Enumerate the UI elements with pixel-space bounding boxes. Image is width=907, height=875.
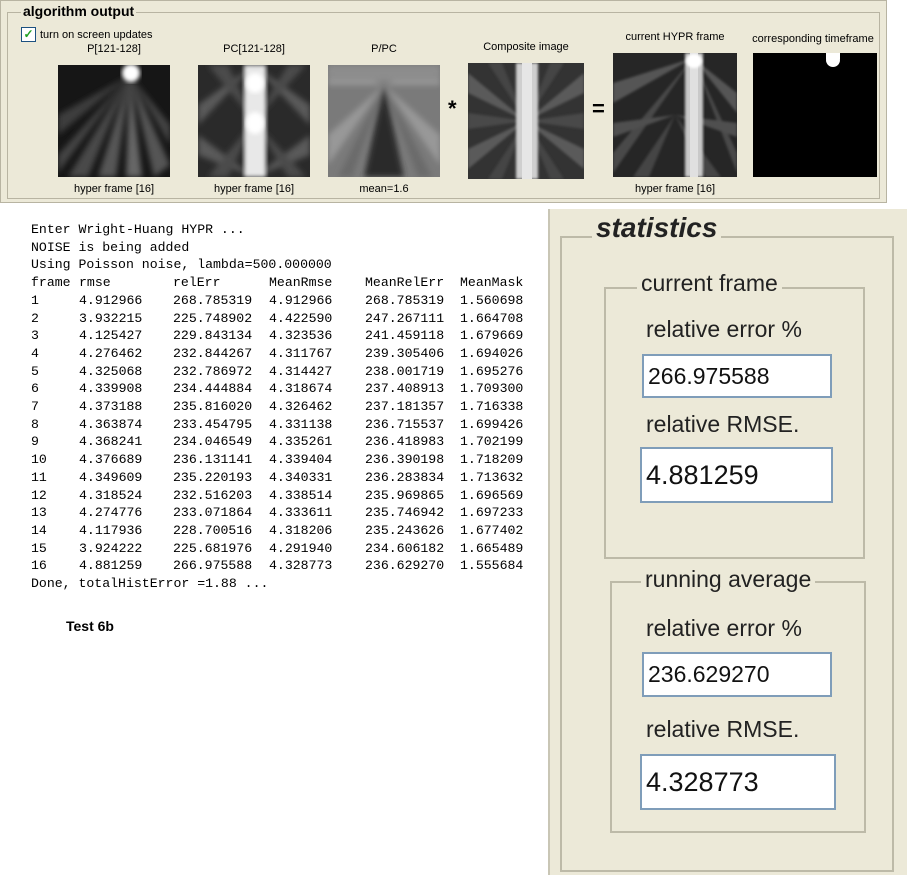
- table-cell: 1.664708: [460, 310, 524, 326]
- table-row: [31, 469, 532, 487]
- console-line: NOISE is being added: [31, 239, 190, 255]
- table-cell: 4.323536: [269, 328, 333, 344]
- table-cell: 4.291940: [269, 540, 333, 556]
- table-cell: 4.912966: [269, 292, 333, 308]
- table-cell: 4.338514: [269, 487, 333, 503]
- table-cell: 1.694026: [460, 345, 524, 361]
- statistics-panel: [548, 209, 907, 875]
- screen-updates-checkbox[interactable]: ✓: [21, 27, 36, 42]
- column-header: relErr: [173, 275, 221, 291]
- table-cell: 4.881259: [79, 558, 143, 574]
- table-cell: 10: [31, 452, 47, 468]
- table-cell: 1.702199: [460, 434, 524, 450]
- table-cell: 4.912966: [79, 292, 143, 308]
- table-row: [31, 557, 532, 575]
- table-cell: 13: [31, 505, 47, 521]
- table-cell: 3.924222: [79, 540, 143, 556]
- table-cell: 11: [31, 469, 47, 485]
- table-row: [31, 345, 532, 363]
- current-relative-error-field[interactable]: 266.975588: [642, 354, 832, 398]
- table-cell: 235.243626: [365, 522, 445, 538]
- table-row: [31, 451, 532, 469]
- ppc-image: [328, 65, 440, 177]
- table-row: [31, 522, 532, 540]
- image-timeframe-label: corresponding timeframe: [752, 33, 874, 45]
- table-cell: 4.335261: [269, 434, 333, 450]
- table-cell: 4.368241: [79, 434, 143, 450]
- table-cell: 228.700516: [173, 522, 253, 538]
- table-row: [31, 310, 532, 328]
- column-header: MeanRelErr: [365, 275, 445, 291]
- table-cell: 4.339908: [79, 381, 143, 397]
- image-ppc-label: P/PC: [371, 43, 397, 55]
- table-cell: 241.459118: [365, 328, 445, 344]
- table-cell: 4.276462: [79, 345, 143, 361]
- table-cell: 234.606182: [365, 540, 445, 556]
- table-cell: 4.363874: [79, 416, 143, 432]
- table-cell: 229.843134: [173, 328, 253, 344]
- average-relative-error-field[interactable]: 236.629270: [642, 652, 832, 697]
- hypr-frame-image: [613, 53, 737, 177]
- column-header: MeanMask: [460, 275, 524, 291]
- column-header: MeanRmse: [269, 275, 333, 291]
- table-cell: 4.274776: [79, 505, 143, 521]
- table-cell: 4.125427: [79, 328, 143, 344]
- table-cell: 234.046549: [173, 434, 253, 450]
- table-cell: 235.746942: [365, 505, 445, 521]
- console-line: Using Poisson noise, lambda=500.000000: [31, 257, 332, 273]
- table-cell: 3.932215: [79, 310, 143, 326]
- table-cell: 1.555684: [460, 558, 524, 574]
- table-cell: 268.785319: [365, 292, 445, 308]
- table-cell: 4.328773: [269, 558, 333, 574]
- image-p-caption: hyper frame [16]: [73, 183, 155, 195]
- table-cell: 1.677402: [460, 522, 524, 538]
- running-average-title: running average: [641, 566, 815, 593]
- table-cell: 2: [31, 310, 39, 326]
- table-cell: 236.390198: [365, 452, 445, 468]
- table-cell: 232.786972: [173, 363, 253, 379]
- table-cell: 235.969865: [365, 487, 445, 503]
- table-cell: 225.681976: [173, 540, 253, 556]
- composite-image: [468, 63, 584, 179]
- table-cell: 232.844267: [173, 345, 253, 361]
- table-cell: 236.131141: [173, 452, 253, 468]
- table-cell: 1.709300: [460, 381, 524, 397]
- table-cell: 16: [31, 558, 47, 574]
- table-cell: 4.349609: [79, 469, 143, 485]
- table-cell: 3: [31, 328, 39, 344]
- table-cell: 236.629270: [365, 558, 445, 574]
- table-row: [31, 504, 532, 522]
- algorithm-output-title: algorithm output: [23, 3, 135, 19]
- table-cell: 233.071864: [173, 505, 253, 521]
- table-cell: 4.117936: [79, 522, 143, 538]
- current-frame-title: current frame: [637, 270, 782, 297]
- table-row: [31, 292, 532, 310]
- p-image: [58, 65, 170, 177]
- average-relative-rmse-field[interactable]: 4.328773: [640, 754, 836, 810]
- console-output: [31, 221, 532, 593]
- column-header: rmse: [79, 275, 111, 291]
- average-relative-error-label: relative error %: [646, 615, 802, 641]
- test-label: Test 6b: [66, 618, 114, 634]
- multiply-operator: *: [448, 96, 457, 121]
- table-cell: 236.715537: [365, 416, 445, 432]
- table-cell: 4.333611: [269, 505, 333, 521]
- table-cell: 4.318674: [269, 381, 333, 397]
- table-cell: 236.283834: [365, 469, 445, 485]
- table-cell: 1.718209: [460, 452, 524, 468]
- table-cell: 8: [31, 416, 39, 432]
- table-cell: 1: [31, 292, 39, 308]
- table-cell: 4.339404: [269, 452, 333, 468]
- table-cell: 1.695276: [460, 363, 524, 379]
- table-cell: 12: [31, 487, 47, 503]
- timeframe-image: [753, 53, 877, 177]
- table-cell: 9: [31, 434, 39, 450]
- table-cell: 7: [31, 399, 39, 415]
- algorithm-output-panel: [0, 0, 887, 203]
- console-table: [31, 274, 532, 575]
- equals-operator: =: [592, 96, 605, 121]
- table-cell: 4.318206: [269, 522, 333, 538]
- image-hypr-label: current HYPR frame: [625, 31, 725, 43]
- table-row: [31, 398, 532, 416]
- image-composite-label: Composite image: [483, 41, 569, 53]
- console-table-header: [31, 274, 532, 292]
- table-cell: 233.454795: [173, 416, 253, 432]
- table-row: [31, 327, 532, 345]
- table-row: [31, 487, 532, 505]
- current-relative-error-label: relative error %: [646, 316, 802, 342]
- table-cell: 237.181357: [365, 399, 445, 415]
- table-cell: 4.325068: [79, 363, 143, 379]
- table-cell: 232.516203: [173, 487, 253, 503]
- table-cell: 4.422590: [269, 310, 333, 326]
- table-cell: 1.697233: [460, 505, 524, 521]
- image-pc-caption: hyper frame [16]: [213, 183, 295, 195]
- table-cell: 4.340331: [269, 469, 333, 485]
- table-cell: 5: [31, 363, 39, 379]
- screen-updates-checkbox-label: turn on screen updates: [40, 28, 153, 41]
- table-cell: 237.408913: [365, 381, 445, 397]
- table-cell: 14: [31, 522, 47, 538]
- table-cell: 1.560698: [460, 292, 524, 308]
- table-cell: 4.314427: [269, 363, 333, 379]
- table-cell: 4.326462: [269, 399, 333, 415]
- pc-image: [198, 65, 310, 177]
- table-cell: 247.267111: [365, 310, 445, 326]
- table-cell: 235.220193: [173, 469, 253, 485]
- screen-updates-checkbox-row[interactable]: [21, 27, 153, 42]
- image-pc-label: PC[121-128]: [223, 43, 285, 55]
- table-cell: 1.699426: [460, 416, 524, 432]
- table-row: [31, 363, 532, 381]
- table-cell: 268.785319: [173, 292, 253, 308]
- table-cell: 266.975588: [173, 558, 253, 574]
- table-cell: 4.373188: [79, 399, 143, 415]
- current-relative-rmse-label: relative RMSE.: [646, 411, 800, 437]
- table-cell: 4.376689: [79, 452, 143, 468]
- table-cell: 236.418983: [365, 434, 445, 450]
- table-cell: 1.716338: [460, 399, 524, 415]
- table-cell: 235.816020: [173, 399, 253, 415]
- table-cell: 4.311767: [269, 345, 333, 361]
- average-relative-rmse-label: relative RMSE.: [646, 716, 800, 742]
- table-cell: 1.696569: [460, 487, 524, 503]
- image-p-label: P[121-128]: [87, 43, 141, 55]
- console-line: Enter Wright-Huang HYPR ...: [31, 222, 245, 237]
- console-done-line: Done, totalHistError =1.88 ...: [31, 576, 269, 592]
- table-cell: 1.665489: [460, 540, 524, 556]
- table-cell: 1.679669: [460, 328, 524, 344]
- table-cell: 6: [31, 381, 39, 397]
- current-relative-rmse-field[interactable]: 4.881259: [640, 447, 833, 503]
- table-row: [31, 380, 532, 398]
- table-cell: 15: [31, 540, 47, 556]
- table-cell: 238.001719: [365, 363, 445, 379]
- table-cell: 4.318524: [79, 487, 143, 503]
- table-cell: 1.713632: [460, 469, 524, 485]
- image-ppc-caption: mean=1.6: [359, 183, 409, 195]
- table-row: [31, 433, 532, 451]
- table-cell: 234.444884: [173, 381, 253, 397]
- column-header: frame: [31, 275, 71, 291]
- table-row: [31, 416, 532, 434]
- image-hypr-caption: hyper frame [16]: [634, 183, 716, 195]
- table-cell: 4.331138: [269, 416, 333, 432]
- table-cell: 4: [31, 345, 39, 361]
- table-cell: 239.305406: [365, 345, 445, 361]
- table-row: [31, 540, 532, 558]
- statistics-title: statistics: [592, 212, 721, 244]
- table-cell: 225.748902: [173, 310, 253, 326]
